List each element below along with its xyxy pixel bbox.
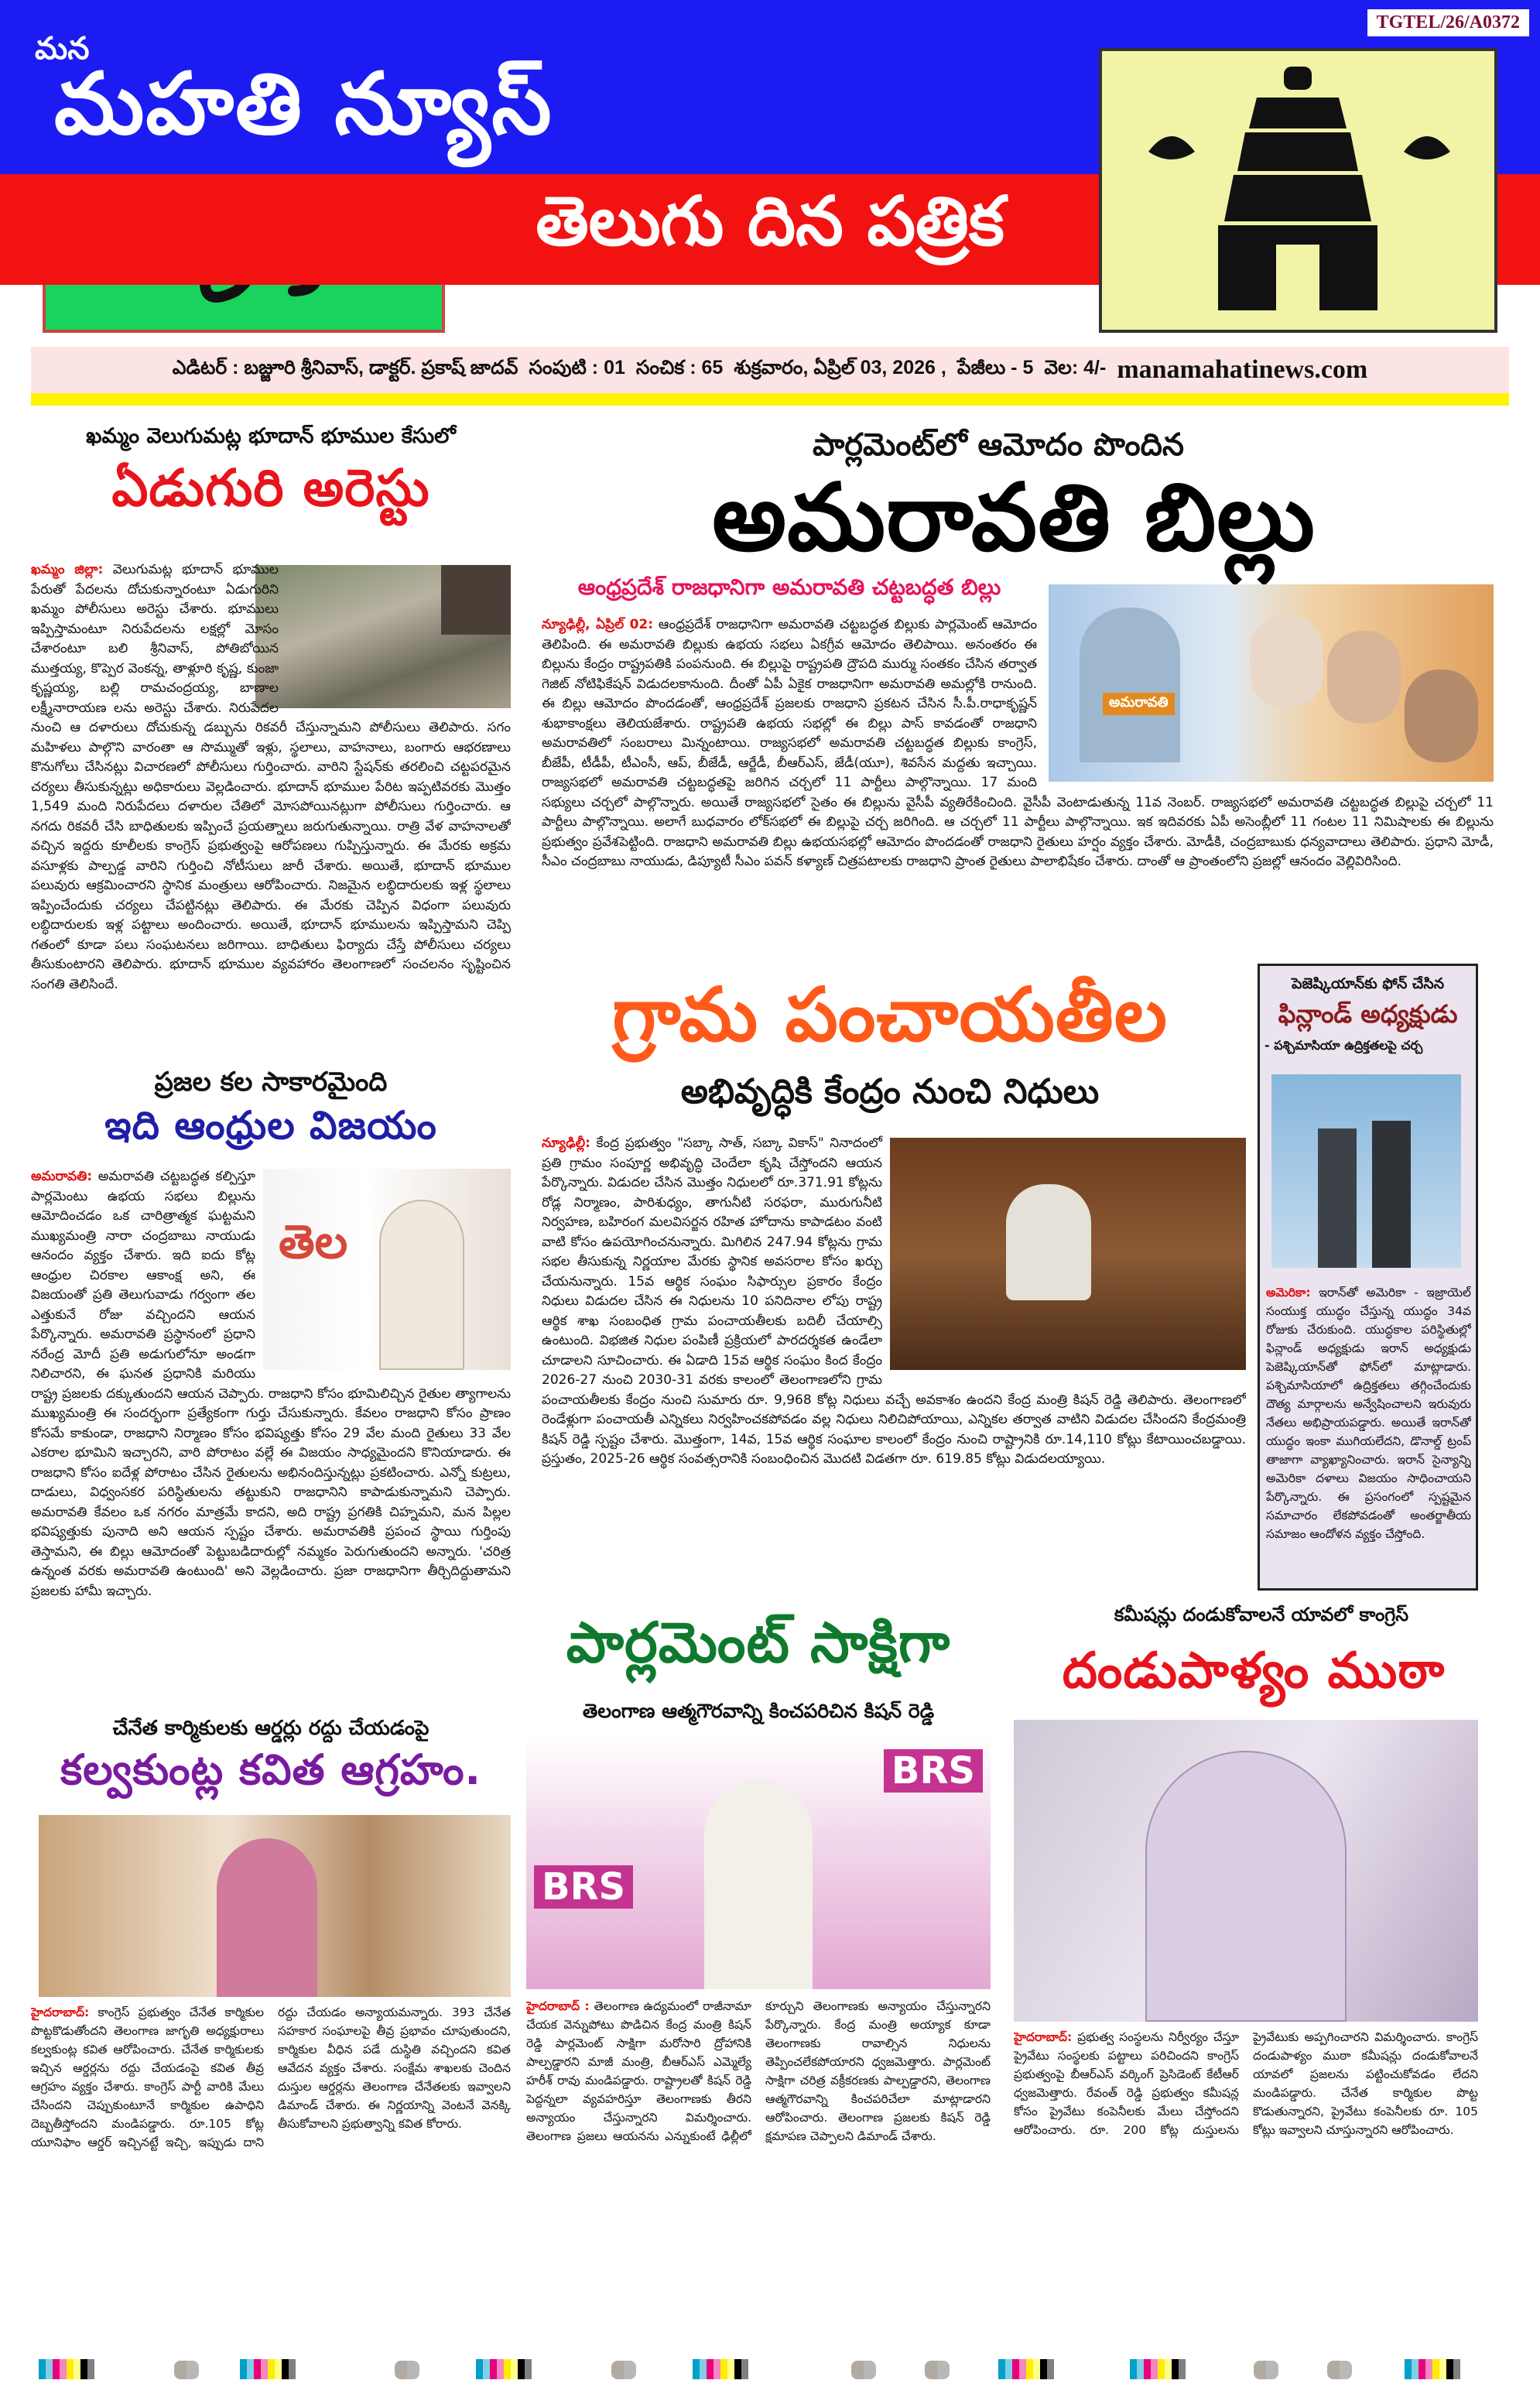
article-text: ఆంధ్రప్రదేశ్ రాజధానిగా అమరావతి చట్టబద్ధత బిల్లుకు పార్లమెంట్ ఆమోదం తెలిపింది. ఈ అమరావతి బిల్లుకు ఉభయ సభలు ఏకగ్రీవ ఆమోదం తెలిపాయి. అనంతరం ఈ బిల్లును కేంద్రం రాష్ట్రపతికి పంపనుంది. ఈ బిల్లుపై రాష్ట్రపతి ద్రౌపది ముర్ము సంతకం చేసిన తర్వాత గెజిట్ నోటిఫికేషన్ విడుదలకానుంది. దీంతో ఏపీ ఏకైక రాజధానిగా అమరావతి అమల్లోకి రానుంది. ఈ బిల్లు ఆమోదం పొందడంతో, ఆంధ్రప్రదేశ్ ప్రజలకు రాజధాని ప్రకటన చేసిన సీ.పీ.రాధాకృష్ణన్ శుభాకాంక్షలు తెలియజేశారు. రాష్ట్రపతి ఉభయ సభల్లో ఈ బిల్లు పాస్ కావడంతో రాజధాని అమరావతిలో సంబరాలు మిన్నంటాయి. రాజ్యసభలో అమరావతి చట్టబద్ధత బిల్లుకు కాంగ్రెస్, బీజేపీ, టీడీపీ, టీఎంసీ, ఆప్, బీజేడీ, ఆర్జేడీ, బీఆర్ఎస్, జేడీ(యూ), శివసేన మద్దతు ఇచ్చాయి. రాజ్యసభలో అమరావతి చట్టబద్ధతపై జరిగిన చర్చలో 11 పార్టీలు పాల్గొన్నాయి. 17 మంది సభ్యులు చర్చలో పాల్గొన్నారు. అయితే రాజ్యసభలో సైతం ఈ బిల్లును వైసీపీ వ్యతిరేకించింది. వైసీపీ వెంటాడుతున్న 11వ నెంబర్. రాజ్యసభలో అమరావతి చట్టబద్ధత బిల్లుపై చర్చలో 11 పార్టీలు పాల్గొన్నాయి. అలాగే బుధవారం లోక్‌సభలో ఈ బిల్లుపై చర్చ జరిగింది. ఆ చర్చలో 11 పార్టీలు పాల్గొన్నాయి. ఇక ఇదివరకు ఏపీ అసెంబ్లీలో 11 గంటల 11 నిమిషాలకు ఈ బిల్లును ప్రభుత్వం ప్రవేశపెట్టింది. రాజధాని అమరావతి బిల్లు ఉభయసభల్లో ఆమోదం పొందడంతో రాజధాని రైతులు హర్షం వ్యక్తం చేశారు. మోడీకి, చంద్రబాబుకు ధన్యవాదాలు తెలిపారు. ప్రధాని మోడీ, సీఎం చంద్రబాబు నాయుడు, డిప్యూటీ సీఎం పవన్ కళ్యాణ్ చిత్రపటాలకు రాజధాని ప్రాంత రైతులు పాలాభిషేకం చేశారు. దాంతో ఆ ప్రాంతంలోని ప్రజల్లో ఆనందం వెల్లివిరిసింది. — [542, 617, 1494, 869]
website-link[interactable]: manamahatinews.com — [1117, 355, 1368, 384]
pages: పేజీలు - 5 — [957, 356, 1034, 378]
cmyk-bar — [1405, 2359, 1460, 2379]
dateline: అమెరికా: — [1266, 1286, 1311, 1300]
brs-backdrop: BRS — [884, 1749, 983, 1793]
registration-number: TGTEL/26/A0372 — [1367, 9, 1529, 36]
soldiers-photo — [1271, 1074, 1461, 1268]
temple-logo-panel — [1099, 48, 1497, 333]
arrest-article — [31, 560, 511, 1033]
vijayam-headline: ఇది ఆంధ్రుల విజయం — [104, 1103, 437, 1148]
cmyk-bar — [693, 2359, 748, 2379]
soldier-figure — [1372, 1121, 1411, 1268]
harish-rao-figure — [704, 1780, 813, 1989]
vijayam-article — [31, 1167, 511, 1701]
dateline: న్యూఢిల్లీ, ఏప్రిల్ 02: — [542, 617, 654, 632]
kavitha-kicker: చేనేత కార్మికులకు ఆర్డర్లు రద్దు చేయడంపై — [112, 1717, 429, 1740]
gray-patch — [925, 2361, 950, 2379]
backdrop-lettering: తెల — [279, 1215, 348, 1269]
gray-patch — [611, 2361, 636, 2379]
amaravati-subhead: ఆంధ్రప్రదేశ్ రాజధానిగా అమరావతి చట్టబద్ధత బిల్లు — [577, 574, 1001, 600]
gray-patch — [1254, 2361, 1278, 2379]
dandupalyam-headline: దండుపాళ్యం ముఠా — [1062, 1642, 1446, 1700]
vijayam-kicker: ప్రజల కల సాకారమైంది — [154, 1067, 388, 1098]
gray-patch — [851, 2361, 876, 2379]
ktr-photo — [1014, 1720, 1478, 2022]
volume: సంపుటి : 01 — [529, 356, 625, 378]
harish-rao-photo — [526, 1734, 991, 1989]
sakshiga-headline: పార్లమెంట్ సాక్షిగా — [566, 1610, 951, 1675]
panchayat-headline: గ్రామ పంచాయతీల — [612, 971, 1168, 1058]
cmyk-bar — [39, 2359, 94, 2379]
panchayat-article — [542, 1134, 1246, 1552]
kavitha-headline: కల్వకుంట్ల కవిత ఆగ్రహం. — [60, 1745, 481, 1794]
sakshiga-article — [526, 1997, 991, 2291]
dateline: హైదరాబాద్: — [1014, 2030, 1073, 2044]
cmyk-bar — [240, 2359, 296, 2379]
dandupalyam-article — [1014, 2028, 1478, 2291]
date: శుక్రవారం, ఏప్రిల్ 03, 2026 , — [734, 356, 946, 378]
kavitha-figure — [217, 1838, 317, 1997]
masthead-tagline: తెలుగు దిన పత్రిక — [0, 174, 1540, 285]
arrest-headline: ఏడుగురి అరెస్టు — [111, 458, 430, 518]
gray-patch — [1327, 2361, 1352, 2379]
temple-gopuram-icon — [1102, 51, 1494, 330]
divider-strip — [31, 393, 1509, 406]
finland-article — [1266, 1283, 1471, 1581]
edition-info-bar — [31, 347, 1509, 393]
issue: సంచిక : 65 — [635, 356, 724, 378]
dateline: హైదరాబాద్ : — [526, 1999, 590, 2013]
gray-patch — [395, 2361, 419, 2379]
kavitha-article — [31, 2003, 511, 2291]
masthead-prefix: మన — [35, 31, 90, 67]
article-text: అమరావతి చట్టబద్ధత కల్పిస్తూ పార్లమెంటు ఉభయ సభలు బిల్లును ఆమోదించడం ఒక చారిత్రాత్మక ఘట్టమని ముఖ్యమంత్రి నారా చంద్రబాబు నాయుడు ఆనందం వ్యక్తం చేశారు. ఇది ఐదు కోట్ల ఆంధ్రుల చిరకాల ఆకాంక్ష అని, ఈ విజయంతో ప్రతి తెలుగువాడు గర్వంగా తల ఎత్తుకునే రోజు వచ్చిందని ఆయన పేర్కొన్నారు. అమరావతి ప్రస్థానంలో ప్రధాని నరేంద్ర మోదీ ప్రతి అడుగులోనూ అండగా నిలిచారని, ఈ ఘనత ప్రధానికి మరియు రాష్ట్ర ప్రజలకు దక్కుతుందని ఆయన చెప్పారు. రాజధాని కోసం భూమిలిచ్చిన రైతుల త్యాగాలను ముఖ్యమంత్రి ఈ సందర్భంగా ప్రత్యేకంగా గుర్తు చేసుకున్నారు. కేవలం రాజధాని కోసం ప్రాణం కోసమే కాకుండా, రాజధాని నిర్మాణం కోసం భవిష్యత్తు కోసం 29 వేల మంది రైతులు 33 వేల ఎకరాల భూమిని ఇచ్చారని, వారి పోరాటం వల్లే ఈ విజయం సాధ్యమైందని కొనియాడారు. ఈ రాజధాని కోసం ఐదేళ్ల పోరాటం చేసిన రైతులను అభినందిస్తున్నట్లు ప్రకటించారు. ఎన్నో కుట్రలు, దాడులు, విధ్వంసకర పరిస్థితులను తట్టుకుని రాజధానిని కాపాడుకున్నామని చెప్పారు. అమరావతి కేవలం ఒక నగరం మాత్రమే కాదని, అది రాష్ట్ర ప్రగతికి చిహ్నమని, మన పిల్లల భవిష్యత్తుకు పునాది అని ఆయన స్పష్టం చేశారు. అమరావతికి ప్రపంచ స్థాయి గుర్తింపు తెస్తామని, ఈ బిల్లు ఆమోదంతో పెట్టుబడిదారుల్లో నమ్మకం పెరుగుతుందని అన్నారు. 'చరిత్ర ఉన్నంత వరకు అమరావతి ఉంటుంది' అని వెల్లడించారు. ప్రజా రాజధానిగా తీర్చిదిద్దుతామని ప్రజలకు హామీ ఇచ్చారు. — [31, 1169, 511, 1599]
article-text: ప్రభుత్వ సంస్థలను నిర్వీర్యం చేస్తూ ప్రైవేటు సంస్థలకు పట్టాలు పరిచిందని కాంగ్రెస్ ప్రభుత్వంపై బీఆర్ఎస్ వర్కింగ్ ప్రెసిడెంట్ కేటీఆర్ ధ్వజమెత్తారు. రేవంత్ రెడ్డి ప్రభుత్వం కమీషన్ల కోసం ప్రైవేటు కంపెనీలకు మేలు చేస్తోందని ఆరోపించారు. రూ. 200 కోట్ల దుస్తులను ప్రైవేటుకు అప్పగించారని విమర్శించారు. కాంగ్రెస్ దండుపాళ్యం ముఠా కమీషన్లు దండుకోవాలనే యావలో ప్రజలను పట్టించుకోవడం లేదని మండిపడ్డారు. చేనేత కార్మికుల పొట్ట కొడుతున్నారని, ప్రైవేటు కంపెనీలకు రూ. 105 కోట్లు ఇవ్వాలని చూస్తున్నారని ఆరోపించారు. — [1014, 2030, 1478, 2137]
dateline: హైదరాబాద్: — [31, 2005, 90, 2019]
article-text: ఇరాన్‌తో అమెరికా - ఇజ్రాయెల్ సంయుక్త యుద్ధం చేస్తున్న యుద్ధం 34వ రోజుకు చేరుకుంది. యుద్ధకాల పరిస్థితుల్లో ఫిన్లాండ్ అధ్యక్షుడు ఇరాన్ అధ్యక్షుడు పెజెష్కియాన్‌తో ఫోన్‌లో మాట్లాడారు. పశ్చిమాసియాలో ఉద్రిక్తతలు తగ్గించేందుకు దౌత్య మార్గాలను అన్వేషించాలని ఇరువురు నేతలు అభిప్రాయపడ్డారు. అయితే ఇరాన్‌తో యుద్ధం ఇంకా ముగియలేదని, డొనాల్డ్ ట్రంప్ తాజాగా వ్యాఖ్యానించారు. ఇరాన్ సైన్యాన్ని అమెరికా దళాలు విజయం సాధించాయని పేర్కొన్నారు. ఈ ప్రసంగంలో స్పష్టమైన సమాచారం లేకపోవడంతో అంతర్జాతీయ సమాజం ఆందోళన వ్యక్తం చేస్తోంది. — [1266, 1286, 1471, 1541]
sakshiga-subhead: తెలంగాణ ఆత్మగౌరవాన్ని కించపరిచిన కిషన్ రెడ్డి — [582, 1700, 935, 1722]
dateline: న్యూఢిల్లీ: — [542, 1135, 590, 1151]
dateline: ఖమ్మం జిల్లా: — [31, 562, 104, 577]
price: వెల: 4/- — [1044, 356, 1107, 378]
kavitha-photo — [39, 1815, 511, 1997]
ktr-figure — [1145, 1751, 1347, 2022]
amaravati-kicker: పార్లమెంట్‌లో ఆమోదం పొందిన — [813, 427, 1184, 463]
article-text: తెలంగాణ ఉద్యమంలో రాజీనామా చేయక వెన్నుపోటు పొడిచిన కేంద్ర మంత్రి కిషన్ రెడ్డి పార్లమెంట్ సాక్షిగా మరోసారి ద్రోహానికి పాల్పడ్డారని మాజీ మంత్రి, బీఆర్ఎస్ ఎమ్మెల్యే హరీశ్ రావు మండిపడ్డారు. రాష్ట్రాలతో కిషన్ రెడ్డి పెద్దన్నలా వ్యవహరిస్తూ తెలంగాణకు తీరని అన్యాయం చేస్తున్నారని విమర్శించారు. తెలంగాణ ప్రజలు ఆయనను ఎన్నుకుంటే ఢిల్లీలో కూర్చుని తెలంగాణకు అన్యాయం చేస్తున్నారని పేర్కొన్నారు. కేంద్ర మంత్రి అయ్యాక కూడా తెలంగాణకు రావాల్సిన నిధులను తెప్పించలేకపోయారని ధ్వజమెత్తారు. పార్లమెంట్ సాక్షిగా చరిత్ర వక్రీకరణకు పాల్పడ్డారని, తెలంగాణ ఆత్మగౌరవాన్ని కించపరిచేలా మాట్లాడారని ఆరోపించారు. తెలంగాణ ప్రజలకు కిషన్ రెడ్డి క్షమాపణ చెప్పాలని డిమాండ్ చేశారు. — [526, 1999, 991, 2143]
amaravati-article — [542, 615, 1494, 933]
amaravati-image-label: అమరావతి — [1103, 693, 1175, 715]
soldier-figure — [1318, 1128, 1357, 1268]
cmyk-bar — [998, 2359, 1054, 2379]
dateline: అమరావతి: — [31, 1169, 93, 1184]
masthead-title-block — [0, 0, 1520, 285]
gray-patch — [174, 2361, 199, 2379]
cmyk-bar — [476, 2359, 532, 2379]
masthead-title: మహతి న్యూస్ — [54, 54, 553, 153]
panchayat-subhead: అభివృద్ధికి కేంద్రం నుంచి నిధులు — [680, 1072, 1100, 1111]
cmyk-bar — [1130, 2359, 1186, 2379]
article-text: కాంగ్రెస్ ప్రభుత్వం చేనేత కార్మికుల పొట్టకొడుతోందని తెలంగాణ జాగృతి అధ్యక్షురాలు కల్వకుంట్ల కవిత ఆరోపించారు. చేనేత కార్మికులకు ఇచ్చిన ఆర్డర్లను రద్దు చేయడంపై కవిత తీవ్ర ఆగ్రహం వ్యక్తం చేశారు. కాంగ్రెస్ పార్టీ వారికి మేలు చేసిందని చెప్పుకుంటూనే కార్మికుల ఉపాధిని దెబ్బతీస్తోందని మండిపడ్డారు. రూ.105 కోట్ల యూనిఫాం ఆర్డర్ ఇచ్చినట్టే ఇచ్చి, ఇప్పుడు దాని రద్దు చేయడం అన్యాయమన్నారు. 393 చేనేత సహకార సంఘాలపై తీవ్ర ప్రభావం చూపుతుందని, కార్మికుల వీధిన పడే దుస్థితి వచ్చిందని కవిత ఆవేదన వ్యక్తం చేశారు. సంక్షేమ శాఖలకు చెందిన దుస్తుల ఆర్డర్లను తెలంగాణ చేనేతలకు ఇవ్వాలని డిమాండ్ చేశారు. ఈ నిర్ణయాన్ని వెంటనే వెనక్కి తీసుకోవాలని ప్రభుత్వాన్ని కవిత కోరారు. — [31, 2005, 511, 2149]
finland-subhead: - పశ్చిమాసియా ఉద్రిక్తతలపై చర్చ — [1265, 1038, 1423, 1053]
arrest-kicker: ఖమ్మం వెలుగుమట్ల భూదాన్ భూముల కేసులో — [86, 424, 456, 448]
article-text: కేంద్ర ప్రభుత్వం "సబ్కా సాత్, సబ్కా వికాస్" నినాదంలో ప్రతి గ్రామం సంపూర్ణ అభివృద్ధి చెందేలా కృషి చేస్తోందని ఆయన పేర్కొన్నారు. విడుదల చేసిన మొత్తం నిధులలో రూ.371.91 కోట్లను రోడ్ల నిర్మాణం, పారిశుధ్యం, తాగునీటి సరఫరా, మురుగునీటి నిర్వహణ, బహిరంగ మలవిసర్జన రహిత హోదాను కాపాడటం వంటి వాటి కోసం ఉపయోగించనున్నారు. మిగిలిన 247.94 కోట్లను గ్రామ సభల తీసుకున్న నిర్ణయాల మేరకు స్థానిక అవసరాల కోసం ఖర్చు చేయనున్నారు. 15వ ఆర్థిక సంఘం సిఫార్సుల ప్రకారం కేంద్రం నిధులు విడుదల చేసిన ఈ నిధులను 10 పనిదినాల లోపు రాష్ట్ర ఆర్థిక శాఖ సంబంధిత గ్రామ పంచాయతీలకు బదిలీ చేయాల్సి ఉంటుంది. విభజిత నిధుల పంపిణీ ప్రక్రియలో పారదర్శకత ఉండేలా చూడాలని సూచించారు. ఈ ఏడాది 15వ ఆర్థిక సంఘం కింద కేంద్రం 2026-27 నుంచి 2030-31 వరకు కాలంలో తెలంగాణలోని గ్రామ పంచాయతీలకు కేంద్రం నుంచి సుమారు రూ. 9,968 కోట్ల నిధులు వచ్చే అవకాశం ఉందని కేంద్ర మంత్రి కిషన్ రెడ్డి తెలిపారు. తెలంగాణలో రెండేళ్లుగా పంచాయతీ ఎన్నికలు నిర్వహించకపోవడం వల్ల నిధులు నిలిచిపోయాయి, ఎన్నికల తర్వాత వాటిని విడుదల చేసిందని కేంద్రమంత్రి కిషన్ రెడ్డి స్పష్టం చేశారు. మొత్తంగా, 14వ, 15వ ఆర్థిక సంఘాల కాలంలో కేంద్రం నుంచి రాష్ట్రానికి రూ.14,110 కోట్లు కేటాయించబడ్డాయి. ప్రస్తుతం, 2025-26 ఆర్థిక సంవత్సరానికి సంబంధించిన మొదటి విడతగా రూ. 619.85 కోట్లు విడుదలయ్యాయి. — [542, 1135, 1246, 1467]
editors: ఎడిటర్ : బజ్జూరి శ్రీనివాస్, డాక్టర్. ప్రకాష్ జాదవ్ — [172, 356, 518, 378]
dandupalyam-kicker: కమీషన్లు దండుకోవాలనే యావలో కాంగ్రెస్ — [1114, 1604, 1409, 1625]
finland-headline: ఫిన్లాండ్ అధ్యక్షుడు — [1278, 999, 1458, 1029]
brs-backdrop: BRS — [534, 1865, 633, 1909]
finland-kicker: పెజెష్కియాన్‌కు ఫోన్ చేసిన — [1291, 975, 1445, 992]
amaravati-headline: అమరావతి బిల్లు — [712, 464, 1316, 572]
finland-sidebar-box — [1258, 964, 1478, 1591]
article-text: వెలుగుమట్ల భూదాన్ భూముల పేరుతో పేదలను దోచుకున్నారంటూ ఏడుగురిని ఖమ్మం పోలీసులు అరెస్టు చేశారు. భూములు ఇప్పిస్తామంటూ నిరుపేదలను లక్షల్లో మోసం చేశారంటూ బలి శ్రీనివాస్, పోతిబోయిన ముత్తయ్య, కొప్పెర వెంకన్న, తాళ్లూరి కృష్ణ, కుంజా కృష్ణయ్య, బల్లి రామచంద్రయ్య, బాణాల లక్ష్మీనారాయణ లను అరెస్టు చేశారు. నిరుపేదల నుంచి ఆ దళారులు దోచుకున్న డబ్బును రికవరీ చేస్తున్నామని పోలీసులు తెలిపారు. సగం మహిళలు పాల్గొని వారంతా ఆ సొమ్ముతో ఇళ్లు, స్థలాలు, వాహనాలు, బంగారు ఆభరణాలు కొనుగోలు చేసినట్లు విచారణలో పోలీసులు గుర్తించారు. వారిని స్టేషన్‌కు తరలించి చట్టపరమైన చర్యలు తీసుకున్నట్లు అధికారులు వెల్లడించారు. భూదాన్ భూముల పేరిట ఇప్పటివరకు మొత్తం 1,549 మంది నిరుపేదలు దళారుల చేతిలో మోసపోయినట్లుగా పోలీసులు గుర్తించారు. ఆ నగదు రికవరీ చేసి బాధితులకు ఇప్పించే ప్రయత్నాలు జరుగుతున్నాయి. రాత్రి వేళ వాహనాలతో వచ్చిన ఇద్దరు కూలీలకు కాంగ్రెస్ ప్రభుత్వంపై ఆరోపణలు గుప్పిస్తున్నారు. ఈ మేరకు అక్రమ వసూళ్లకు పాల్పడ్డ వారిని గుర్తించి నోటీసులు జారీ చేశారు. అయితే, భూదాన్ భూముల పలువురు ఆక్రమించారని స్థానిక మంత్రులు ఆరోపించారు. నిజమైన లబ్ధిదారులకు ఇళ్ల స్థలాలు ఇప్పించేందుకు చర్యలు చేపట్టినట్లు తెలిపారు. ఈ మేరకు చెప్పిన విధంగా పలువురు లబ్ధిదారులకు ఇళ్ల పట్టాలు అందించారు. అయితే, భూదాన్ భూములను ఇప్పిస్తామని చెప్పి గతంలో కూడా పలు సంఘటనలు జరిగాయి. బాధితులు ఫిర్యాదు చేస్తే పోలీసులు చర్యలు తీసుకుంటారని తెలిపారు. భూదాన్ భూముల వ్యవహారం తెలంగాణలో సంచలనం సృష్టించిన సంగతి తెలిసిందే. — [31, 562, 511, 992]
